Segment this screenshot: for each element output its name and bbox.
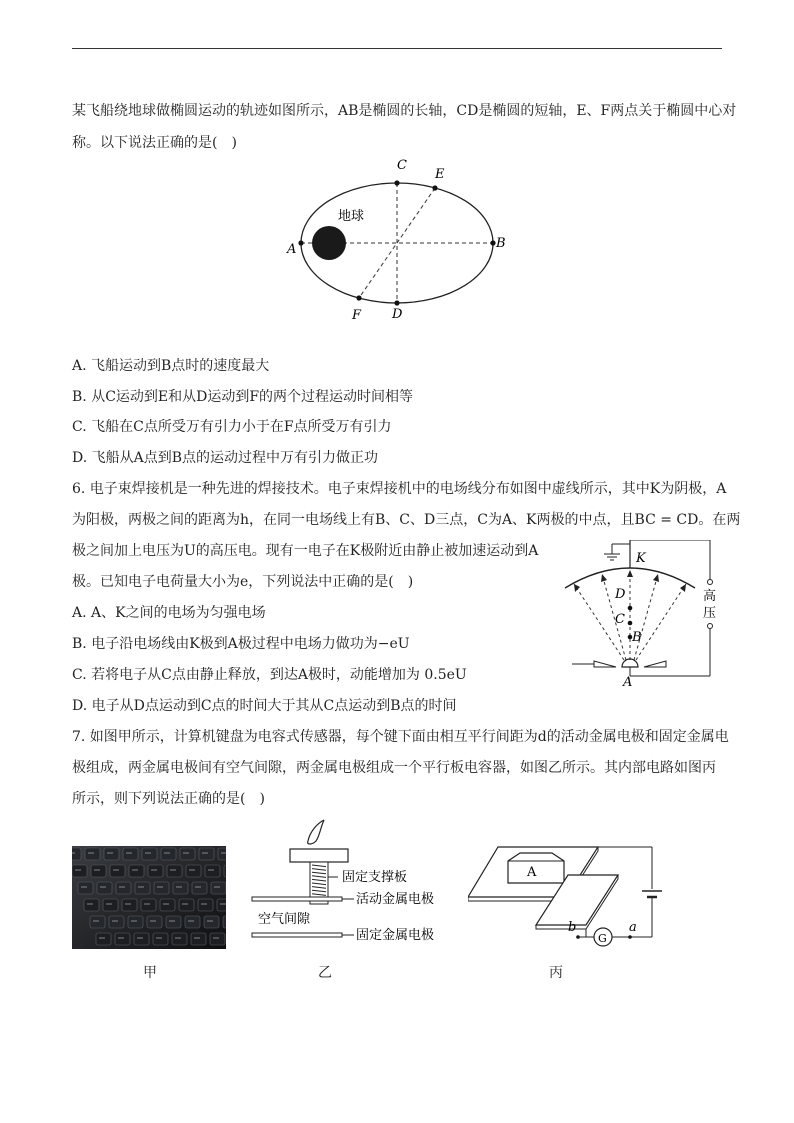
keyboard-key — [224, 865, 226, 877]
label-f: F — [352, 308, 362, 323]
point-c — [628, 621, 633, 626]
q7-stem-line-2: 极组成，两金属电极间有空气间隙，两金属电极组成一个平行板电容器，如图乙所示。其内部电路如图丙 — [72, 760, 716, 776]
arrow-right-1 — [653, 574, 659, 582]
keyboard-key — [172, 933, 187, 945]
hv-label-2: 压 — [703, 606, 717, 621]
keyboard-key — [205, 865, 220, 877]
keyboard-key — [72, 848, 81, 860]
q6-option-d: D. 电子从D点运动到C点的时间大于其从C点运动到B点的时间 — [72, 698, 457, 714]
point-c — [394, 180, 399, 185]
q5-option-a: A. 飞船运动到B点时的速度最大 — [72, 358, 270, 374]
keyboard-key — [96, 933, 111, 945]
arrow-center — [627, 570, 633, 577]
field-line-right-2 — [636, 584, 686, 660]
earth-label: 地球 — [338, 209, 365, 224]
q6-stem-line-3: 极之间加上电压为U的高压电。现有一电子在K极附近由静止被加速运动到A — [72, 543, 539, 559]
q6-stem-line-4: 极。已知电子电荷量大小为e，下列说法中正确的是( ) — [72, 574, 414, 590]
point-f — [356, 295, 361, 300]
keyboard-key — [192, 882, 207, 894]
keyboard-key — [148, 865, 163, 877]
keyboard-key — [223, 916, 226, 928]
keyboard-key — [84, 899, 99, 911]
label-key-a: A — [527, 865, 537, 880]
q7-stem-line-1: 7. 如图甲所示，计算机键盘为电容式传感器，每个键下面由相互平行间距为d的活动金属电极和固定金属电 — [72, 729, 729, 745]
earth — [312, 226, 346, 260]
hv-label-1: 高 — [703, 589, 717, 604]
q5-option-c: C. 飞船在C点所受万有引力小于在F点所受万有引力 — [72, 419, 392, 435]
movable-label: 活动金属电极 — [356, 892, 435, 907]
keyboard-key — [134, 933, 149, 945]
keyboard-key — [147, 916, 162, 928]
fixed-label: 固定金属电极 — [356, 928, 435, 943]
caption-yi: 乙 — [318, 965, 332, 981]
label-c: C — [615, 612, 625, 627]
point-b — [490, 240, 495, 245]
caption-jia: 甲 — [143, 965, 157, 981]
keyboard-key — [141, 899, 156, 911]
keyboard-key — [204, 916, 219, 928]
keyboard-key — [167, 865, 182, 877]
q5-option-b: B. 从C运动到E和从D运动到F的两个过程运动时间相等 — [72, 389, 414, 405]
keyboard-key — [218, 848, 226, 860]
hv-terminal-top — [708, 580, 713, 585]
q6-option-a: A. A、K之间的电场为匀强电场 — [72, 605, 266, 621]
support-label: 固定支撑板 — [342, 870, 408, 885]
finger-icon — [308, 820, 324, 844]
point-e — [432, 185, 437, 190]
keyboard-key — [104, 848, 119, 860]
keyboard-key — [90, 916, 105, 928]
q6-stem-line-1: 6. 电子束焊接机是一种先进的焊接技术。电子束焊接机中的电场线分布如图中虚线所示，其中K为阴极，A — [72, 481, 727, 497]
label-d: D — [392, 307, 403, 322]
keyboard-key — [179, 899, 194, 911]
keyboard-key — [166, 916, 181, 928]
q5-option-d: D. 飞船从A点到B点的运动过程中万有引力做正功 — [72, 450, 379, 466]
point-d — [394, 300, 399, 305]
ellipse-orbit-figure — [280, 152, 520, 328]
point-d — [628, 606, 633, 611]
anode — [622, 659, 638, 667]
keyboard-key — [217, 899, 226, 911]
keyboard-key — [109, 916, 124, 928]
key-cap — [290, 849, 348, 862]
keyboard-key — [160, 899, 175, 911]
keyboard-key — [129, 865, 144, 877]
electron-welder-figure — [560, 540, 730, 690]
header-rule — [72, 48, 722, 49]
caption-bing: 丙 — [549, 965, 563, 981]
q5-stem-line-2: 称。以下说法正确的是( ) — [72, 135, 237, 151]
keyboard-key — [198, 899, 213, 911]
field-line-right-1 — [634, 574, 658, 660]
label-c: C — [397, 158, 407, 173]
right-workpiece — [644, 661, 666, 667]
arrow-left-2 — [601, 574, 607, 582]
keyboard-key — [211, 882, 226, 894]
label-k: K — [636, 551, 646, 566]
keyboard-key — [116, 882, 131, 894]
left-workpiece — [594, 661, 616, 667]
label-d: D — [615, 587, 626, 602]
hv-terminal-bottom — [708, 624, 713, 629]
keyboard-key — [153, 933, 168, 945]
point-a — [628, 935, 632, 939]
keyboard-key — [186, 865, 201, 877]
label-e: E — [435, 167, 445, 182]
keyboard-key — [123, 848, 138, 860]
keyboard-key — [154, 882, 169, 894]
keyboard-key — [142, 848, 157, 860]
keyboard-key — [122, 899, 137, 911]
label-a: a — [629, 920, 637, 935]
q6-option-c: C. 若将电子从C点由静止释放，到达A极时，动能增加为 0.5eU — [72, 667, 467, 683]
label-b: b — [568, 920, 577, 935]
point-a — [298, 240, 303, 245]
keyboard-key — [185, 916, 200, 928]
keyboard-key — [97, 882, 112, 894]
arrow-left-1 — [574, 584, 580, 592]
keyboard-photo — [72, 846, 226, 949]
keyboard-key — [191, 933, 206, 945]
air-gap-label: 空气间隙 — [258, 912, 311, 927]
keyboard-key — [135, 882, 150, 894]
keyboard-key — [103, 899, 118, 911]
keyboard-key — [85, 848, 100, 860]
keyboard-key — [128, 916, 143, 928]
keyboard-key — [115, 933, 130, 945]
keyboard-key — [110, 865, 125, 877]
keyboard-key — [180, 848, 195, 860]
label-b: B — [496, 236, 506, 251]
keyboard-key — [91, 865, 106, 877]
label-g: G — [598, 932, 607, 945]
q5-stem-line-1: 某飞船绕地球做椭圆运动的轨迹如图所示，AB是椭圆的长轴，CD是椭圆的短轴，E、F两点关于椭圆中心对 — [72, 103, 737, 119]
q6-option-b: B. 电子沿电场线由K极到A极过程中电场力做功为−eU — [72, 636, 410, 652]
keyboard-key — [199, 848, 214, 860]
keyboard-key — [161, 848, 176, 860]
label-a: A — [287, 242, 297, 257]
q6-stem-line-2: 为阳极，两极之间的距离为h，在同一电场线上有B、C、D三点，C为A、K两极的中点，且BC = CD。在两 — [72, 512, 741, 528]
key-structure-figure — [250, 815, 460, 955]
arrow-right-2 — [680, 584, 686, 592]
keyboard-key — [173, 882, 188, 894]
q7-stem-line-3: 所示，则下列说法正确的是( ) — [72, 791, 265, 807]
keyboard-key — [210, 933, 225, 945]
capacitor-circuit-figure — [468, 825, 668, 955]
label-b: B — [632, 630, 642, 645]
fixed-electrode — [252, 933, 342, 937]
keyboard-key — [72, 865, 87, 877]
movable-electrode — [252, 897, 342, 901]
keyboard-key — [78, 882, 93, 894]
label-a: A — [623, 675, 633, 690]
